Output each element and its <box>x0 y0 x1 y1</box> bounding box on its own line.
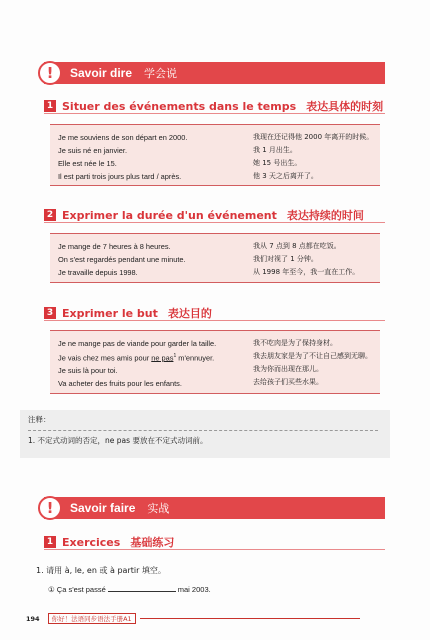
exercises-heading <box>44 534 174 550</box>
example-fr: Je suis là pour toi. <box>58 366 118 376</box>
banner-title: Savoir dire <box>70 66 133 80</box>
answer-blank[interactable] <box>108 583 176 592</box>
section-title-cn: 基础练习 <box>130 536 175 549</box>
exercise-instruction: 1. 请用 à, le, en 或 à partir 填空。 <box>36 566 166 575</box>
exercise-item: ① Ça s'est passé mai 2003. <box>48 585 211 594</box>
example-cn: 从 1998 年至今，我一直在工作。 <box>253 268 360 276</box>
french-examples <box>58 337 216 390</box>
french-examples <box>58 131 187 183</box>
example-fr: Je travaille depuis 1998. <box>58 268 138 277</box>
underlined-ne-pas: ne pas <box>151 353 174 363</box>
note-box <box>20 410 390 458</box>
example-cn: 我 1 月出生。 <box>253 146 297 154</box>
example-cn: 她 15 号出生。 <box>253 159 302 167</box>
example-cn: 我现在还记得他 2000 年离开的时候。 <box>253 133 374 141</box>
example-fr: Il est parti trois jours plus tard / après. <box>58 172 182 181</box>
note-text: 1. 不定式动词的否定，ne pas 要放在不定式动词前。 <box>28 436 208 445</box>
banner-title-cn: 实战 <box>147 502 170 515</box>
section-heading-2 <box>44 207 364 223</box>
chinese-translations <box>253 131 373 183</box>
book-title: 你好！法语同步语法手册A1 <box>48 613 136 624</box>
footnote-marker: 1 <box>173 353 177 359</box>
example-cn: 去给孩子们买些水果。 <box>253 378 323 386</box>
note-label: 注释： <box>28 415 51 424</box>
section-heading-3 <box>44 305 212 321</box>
example-cn: 他 3 天之后离开了。 <box>253 172 318 180</box>
example-fr: On s'est regardés pendant une minute. <box>58 255 186 264</box>
savoir-dire-banner <box>44 62 385 84</box>
section-number: 3 <box>44 307 56 319</box>
section-title: Situer des événements dans le temps <box>62 99 297 113</box>
french-examples <box>58 240 186 279</box>
example-cn: 我去朋友家是为了不让自己感到无聊。 <box>253 352 372 360</box>
section-rule <box>44 222 385 223</box>
banner-title: Savoir faire <box>70 501 136 515</box>
page-number: 194 <box>26 614 40 623</box>
section-number: 1 <box>44 100 56 112</box>
chinese-translations <box>253 337 372 389</box>
example-box-1 <box>50 124 380 186</box>
example-cn: 我们对视了 1 分钟。 <box>253 255 318 263</box>
example-fr: Je me souviens de son départ en 2000. <box>58 133 188 142</box>
page-footer <box>26 613 360 624</box>
section-title-cn: 表达具体的时刻 <box>306 100 384 113</box>
example-box-3 <box>50 330 380 394</box>
note-divider <box>28 430 378 431</box>
section-title: Exercices <box>62 535 121 549</box>
example-fr: Je ne mange pas de viande pour garder la taille. <box>58 339 217 348</box>
section-rule <box>44 113 385 114</box>
section-title-cn: 表达持续的时间 <box>286 209 364 222</box>
section-title-cn: 表达目的 <box>167 307 212 320</box>
example-fr: Je vais chez mes amis pour ne pas$^1$ m'ennuyer. <box>58 353 215 363</box>
example-cn: 我为你而出现在那儿。 <box>253 365 323 373</box>
chinese-translations <box>253 240 359 279</box>
example-cn: 我从 7 点到 8 点都在吃饭。 <box>253 242 341 250</box>
section-heading-1 <box>44 98 383 114</box>
exclamation-icon: ! <box>38 61 62 85</box>
section-number: 2 <box>44 209 56 221</box>
banner-title-cn: 学会说 <box>144 67 178 80</box>
section-title: Exprimer le but <box>62 306 158 320</box>
section-title: Exprimer la durée d'un événement <box>62 208 277 222</box>
savoir-faire-banner <box>44 497 385 519</box>
footer-rule <box>140 618 360 619</box>
example-fr: Je mange de 7 heures à 8 heures. <box>58 242 171 251</box>
example-cn: 我不吃肉是为了保持身材。 <box>253 339 337 347</box>
example-fr: Va acheter des fruits pour les enfants. <box>58 379 182 389</box>
exclamation-icon: ! <box>38 496 62 520</box>
section-rule <box>44 549 385 550</box>
section-rule <box>44 320 385 321</box>
example-fr: Je suis né en janvier. <box>58 146 128 155</box>
section-number: 1 <box>44 536 56 548</box>
example-fr: Elle est née le 15. <box>58 159 117 168</box>
example-box-2 <box>50 233 380 283</box>
